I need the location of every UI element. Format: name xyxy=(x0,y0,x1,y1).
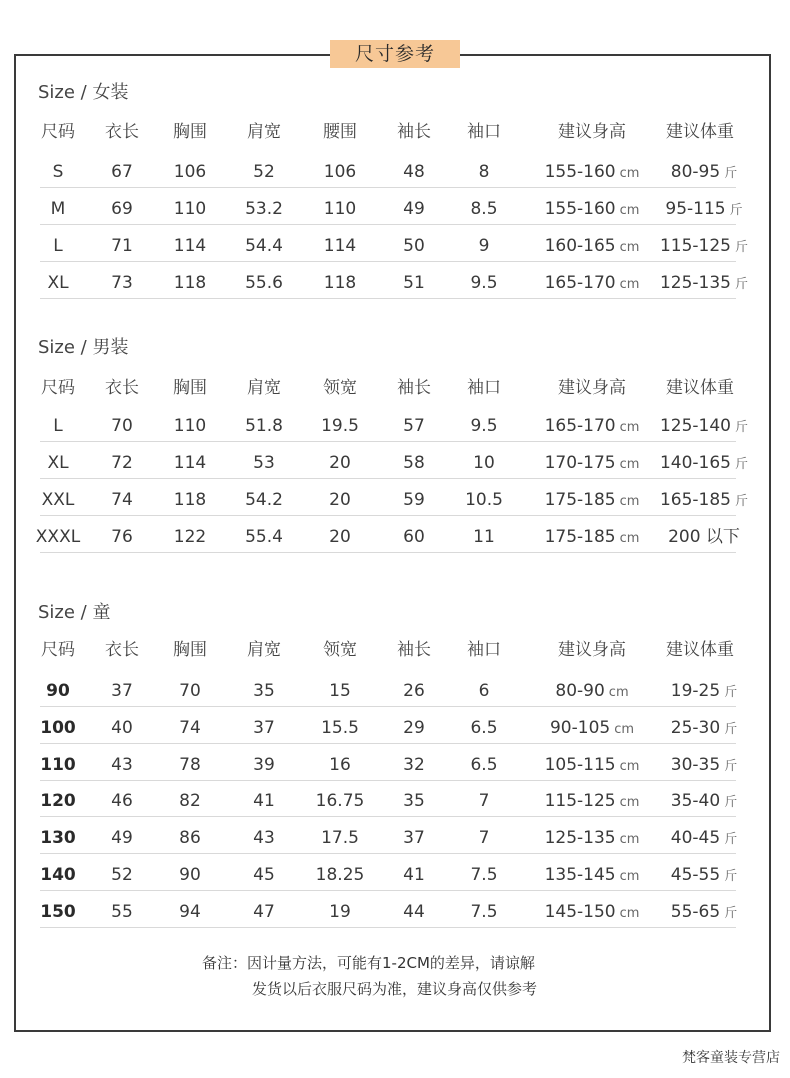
height-unit: cm xyxy=(619,457,640,472)
measure-cell: 43 xyxy=(253,828,275,849)
size-cell: L xyxy=(53,416,63,436)
height-unit: cm xyxy=(619,494,640,509)
height-value: 165-170 xyxy=(544,273,616,293)
measure-cell: 19 xyxy=(329,901,351,922)
measure-cell: 73 xyxy=(111,273,133,293)
height-value: 135-145 xyxy=(544,865,616,885)
height-cell xyxy=(542,484,642,516)
men-section-title: Size / 男装 xyxy=(38,337,129,358)
weight-unit: 斤 xyxy=(724,869,738,884)
weight-unit: 斤 xyxy=(735,240,749,255)
measure-cell: 106 xyxy=(323,162,357,182)
header-cell: 建议体重 xyxy=(666,378,734,398)
measure-cell: 86 xyxy=(179,828,201,849)
height-value: 155-160 xyxy=(544,199,616,219)
weight-value: 165-185 xyxy=(659,490,731,510)
header-cell: 肩宽 xyxy=(247,122,281,142)
measure-cell: 122 xyxy=(173,527,207,547)
measure-cell: 78 xyxy=(179,754,201,775)
weight-unit: 斤 xyxy=(735,277,749,292)
measure-cell: 74 xyxy=(179,717,201,738)
measure-cell: 41 xyxy=(253,791,275,812)
measure-cell: 20 xyxy=(329,453,351,473)
measure-cell: 54.4 xyxy=(245,236,283,256)
header-cell: 胸围 xyxy=(173,640,207,660)
measure-cell: 32 xyxy=(403,754,425,775)
header-cell: 袖口 xyxy=(467,640,501,660)
header-cell: 尺码 xyxy=(41,378,75,398)
measure-cell: 7.5 xyxy=(470,901,498,922)
measure-cell: 49 xyxy=(111,828,133,849)
weight-value: 200 以下 xyxy=(668,527,740,547)
height-value: 160-165 xyxy=(544,236,616,256)
size-cell: L xyxy=(53,236,63,256)
height-cell xyxy=(542,193,642,225)
height-cell xyxy=(542,896,642,928)
measure-cell: 6 xyxy=(478,681,490,701)
weight-value: 19-25 xyxy=(670,681,721,701)
height-value: 80-90 xyxy=(555,681,605,701)
header-cell: 建议身高 xyxy=(558,640,626,660)
height-cell xyxy=(542,749,642,781)
header-cell: 袖长 xyxy=(397,378,431,398)
measure-cell: 55.6 xyxy=(245,273,283,293)
height-value: 175-185 xyxy=(544,490,616,510)
size-cell: 110 xyxy=(40,754,76,775)
measure-cell: 74 xyxy=(111,490,133,510)
measure-cell: 48 xyxy=(403,162,425,182)
store-name: 梵客童装专营店 xyxy=(682,1050,780,1066)
header-cell: 衣长 xyxy=(105,378,139,398)
weight-value: 45-55 xyxy=(670,865,721,885)
measure-cell: 45 xyxy=(253,865,275,885)
size-cell: 120 xyxy=(40,791,76,812)
header-cell: 建议身高 xyxy=(558,378,626,398)
weight-unit: 斤 xyxy=(735,494,749,509)
table-row xyxy=(0,410,790,442)
height-unit: cm xyxy=(619,905,640,921)
weight-value: 125-135 xyxy=(659,273,731,293)
measure-cell: 37 xyxy=(111,681,133,701)
weight-value: 35-40 xyxy=(670,791,721,812)
weight-cell xyxy=(654,267,754,299)
size-cell: XL xyxy=(47,273,69,293)
measure-cell: 7.5 xyxy=(470,865,498,885)
size-cell: XXXL xyxy=(35,527,81,547)
measure-cell: 60 xyxy=(403,527,425,547)
weight-cell xyxy=(654,484,754,516)
header-cell: 衣长 xyxy=(105,640,139,660)
height-cell xyxy=(542,230,642,262)
header-cell: 领宽 xyxy=(323,640,357,660)
height-value: 175-185 xyxy=(544,527,616,547)
measure-cell: 67 xyxy=(111,162,133,182)
weight-value: 95-115 xyxy=(665,199,726,219)
header-cell: 尺码 xyxy=(41,122,75,142)
height-value: 170-175 xyxy=(544,453,616,473)
height-unit: cm xyxy=(614,721,635,737)
header-cell: 腰围 xyxy=(323,122,357,142)
weight-cell xyxy=(654,749,754,781)
measure-cell: 15.5 xyxy=(321,717,359,738)
height-unit: cm xyxy=(619,240,640,255)
weight-value: 140-165 xyxy=(659,453,731,473)
height-unit: cm xyxy=(619,832,640,848)
height-cell xyxy=(542,410,642,442)
size-cell: 90 xyxy=(46,681,70,701)
women-section-title: Size / 女装 xyxy=(38,82,129,103)
table-row xyxy=(0,896,790,928)
weight-unit: 斤 xyxy=(735,457,749,472)
height-cell xyxy=(542,675,642,707)
measure-cell: 90 xyxy=(179,865,201,885)
measure-cell: 118 xyxy=(173,273,207,293)
height-value: 105-115 xyxy=(544,754,616,775)
measure-cell: 118 xyxy=(173,490,207,510)
height-unit: cm xyxy=(619,203,640,218)
measure-cell: 114 xyxy=(173,236,207,256)
measure-cell: 82 xyxy=(179,791,201,812)
table-row xyxy=(0,712,790,744)
measure-cell: 52 xyxy=(111,865,133,885)
header-cell: 衣长 xyxy=(105,122,139,142)
measure-cell: 57 xyxy=(403,416,425,436)
measure-cell: 72 xyxy=(111,453,133,473)
measure-cell: 55.4 xyxy=(245,527,283,547)
header-cell: 袖口 xyxy=(467,378,501,398)
measure-cell: 76 xyxy=(111,527,133,547)
table-row xyxy=(0,785,790,817)
measure-cell: 11 xyxy=(473,527,495,547)
weight-unit: 斤 xyxy=(724,758,738,774)
measure-cell: 69 xyxy=(111,199,133,219)
measure-cell: 17.5 xyxy=(321,828,359,849)
weight-cell xyxy=(654,712,754,744)
header-cell: 建议体重 xyxy=(666,640,734,660)
measure-cell: 94 xyxy=(179,901,201,922)
measure-cell: 9.5 xyxy=(470,416,498,436)
weight-cell xyxy=(654,675,754,707)
measure-cell: 110 xyxy=(323,199,357,219)
height-value: 165-170 xyxy=(544,416,616,436)
height-cell xyxy=(542,521,642,553)
measure-cell: 70 xyxy=(179,681,201,701)
weight-value: 25-30 xyxy=(670,717,721,738)
measure-cell: 26 xyxy=(403,681,425,701)
weight-cell xyxy=(654,822,754,854)
measure-cell: 53.2 xyxy=(245,199,283,219)
measure-cell: 15 xyxy=(329,681,351,701)
height-cell xyxy=(542,712,642,744)
weight-cell xyxy=(654,410,754,442)
header-cell: 胸围 xyxy=(173,122,207,142)
measure-cell: 50 xyxy=(403,236,425,256)
measure-cell: 54.2 xyxy=(245,490,283,510)
table-row xyxy=(0,822,790,854)
measure-cell: 51.8 xyxy=(245,416,283,436)
measure-cell: 9 xyxy=(478,236,490,256)
measure-cell: 46 xyxy=(111,791,133,812)
weight-cell xyxy=(654,521,754,553)
chart-title: 尺寸参考 xyxy=(330,40,460,68)
measure-cell: 35 xyxy=(403,791,425,812)
height-cell xyxy=(542,156,642,188)
weight-value: 30-35 xyxy=(670,754,721,775)
table-row xyxy=(0,749,790,781)
weight-unit: 斤 xyxy=(729,203,743,218)
table-row xyxy=(0,859,790,891)
measure-cell: 58 xyxy=(403,453,425,473)
weight-unit: 斤 xyxy=(724,832,738,848)
note-line-2: 发货以后衣服尺码为准，建议身高仅供参考 xyxy=(252,980,538,998)
header-cell: 建议身高 xyxy=(558,122,626,142)
measure-cell: 70 xyxy=(111,416,133,436)
kids-section-title: Size / 童 xyxy=(38,602,111,623)
height-unit: cm xyxy=(619,869,640,884)
size-cell: XXL xyxy=(41,490,75,510)
header-cell: 胸围 xyxy=(173,378,207,398)
measure-cell: 47 xyxy=(253,901,275,922)
weight-cell xyxy=(654,859,754,891)
measure-cell: 10 xyxy=(473,453,495,473)
measure-cell: 49 xyxy=(403,199,425,219)
measure-cell: 44 xyxy=(403,901,425,922)
measure-cell: 51 xyxy=(403,273,425,293)
measure-cell: 7 xyxy=(478,828,490,849)
table-row xyxy=(0,521,790,553)
measure-cell: 53 xyxy=(253,453,275,473)
header-cell: 袖长 xyxy=(397,122,431,142)
weight-unit: 斤 xyxy=(735,420,749,435)
height-value: 125-135 xyxy=(544,828,616,849)
header-cell: 肩宽 xyxy=(247,378,281,398)
measure-cell: 20 xyxy=(329,490,351,510)
height-value: 145-150 xyxy=(544,901,616,922)
height-unit: cm xyxy=(619,795,640,811)
header-cell: 领宽 xyxy=(323,378,357,398)
measure-cell: 40 xyxy=(111,717,133,738)
women-header-row xyxy=(0,116,790,148)
weight-cell xyxy=(654,193,754,225)
measure-cell: 110 xyxy=(173,416,207,436)
height-unit: cm xyxy=(608,685,629,700)
measure-cell: 41 xyxy=(403,865,425,885)
weight-unit: 斤 xyxy=(724,795,738,811)
note-line-1: 备注：因计量方法，可能有1-2CM的差异，请谅解 xyxy=(202,954,535,972)
measure-cell: 106 xyxy=(173,162,207,182)
height-value: 155-160 xyxy=(544,162,616,182)
table-row xyxy=(0,156,790,188)
weight-unit: 斤 xyxy=(724,166,738,181)
weight-cell xyxy=(654,230,754,262)
weight-unit: 斤 xyxy=(724,721,738,737)
table-row xyxy=(0,230,790,262)
weight-cell xyxy=(654,785,754,817)
size-cell: M xyxy=(50,199,66,219)
header-cell: 建议体重 xyxy=(666,122,734,142)
height-value: 115-125 xyxy=(544,791,616,812)
measure-cell: 8.5 xyxy=(470,199,498,219)
header-cell: 袖长 xyxy=(397,640,431,660)
measure-cell: 9.5 xyxy=(470,273,498,293)
table-row xyxy=(0,484,790,516)
measure-cell: 6.5 xyxy=(470,754,498,775)
header-cell: 袖口 xyxy=(467,122,501,142)
table-row xyxy=(0,267,790,299)
kids-header-row xyxy=(0,634,790,666)
table-row xyxy=(0,447,790,479)
size-cell: XL xyxy=(47,453,69,473)
measure-cell: 55 xyxy=(111,901,133,922)
measure-cell: 71 xyxy=(111,236,133,256)
measure-cell: 43 xyxy=(111,754,133,775)
height-unit: cm xyxy=(619,420,640,435)
measure-cell: 59 xyxy=(403,490,425,510)
height-unit: cm xyxy=(619,277,640,292)
weight-value: 115-125 xyxy=(659,236,731,256)
measure-cell: 8 xyxy=(478,162,490,182)
table-row xyxy=(0,193,790,225)
size-cell: 140 xyxy=(40,865,76,885)
size-cell: 150 xyxy=(40,901,76,922)
measure-cell: 7 xyxy=(478,791,490,812)
weight-cell xyxy=(654,896,754,928)
measure-cell: 52 xyxy=(253,162,275,182)
measure-cell: 10.5 xyxy=(465,490,503,510)
weight-cell xyxy=(654,156,754,188)
height-value: 90-105 xyxy=(549,717,611,738)
measure-cell: 20 xyxy=(329,527,351,547)
men-header-row xyxy=(0,372,790,404)
measure-cell: 16 xyxy=(329,754,351,775)
measure-cell: 114 xyxy=(323,236,357,256)
weight-value: 125-140 xyxy=(659,416,731,436)
measure-cell: 37 xyxy=(403,828,425,849)
measure-cell: 110 xyxy=(173,199,207,219)
height-unit: cm xyxy=(619,531,640,546)
height-unit: cm xyxy=(619,758,640,774)
measure-cell: 29 xyxy=(403,717,425,738)
measure-cell: 39 xyxy=(253,754,275,775)
weight-value: 80-95 xyxy=(670,162,721,182)
weight-unit: 斤 xyxy=(724,905,738,921)
height-unit: cm xyxy=(619,166,640,181)
weight-unit: 斤 xyxy=(724,685,738,700)
height-cell xyxy=(542,447,642,479)
measure-cell: 35 xyxy=(253,681,275,701)
measure-cell: 16.75 xyxy=(315,791,365,812)
measure-cell: 6.5 xyxy=(470,717,498,738)
header-cell: 尺码 xyxy=(41,640,75,660)
height-cell xyxy=(542,785,642,817)
weight-cell xyxy=(654,447,754,479)
weight-value: 55-65 xyxy=(670,901,721,922)
measure-cell: 18.25 xyxy=(315,865,365,885)
size-cell: 130 xyxy=(40,828,76,849)
height-cell xyxy=(542,267,642,299)
measure-cell: 118 xyxy=(323,273,357,293)
table-row xyxy=(0,675,790,707)
weight-value: 40-45 xyxy=(670,828,721,849)
measure-cell: 19.5 xyxy=(321,416,359,436)
measure-cell: 37 xyxy=(253,717,275,738)
height-cell xyxy=(542,859,642,891)
size-cell: 100 xyxy=(40,717,76,738)
height-cell xyxy=(542,822,642,854)
measure-cell: 114 xyxy=(173,453,207,473)
header-cell: 肩宽 xyxy=(247,640,281,660)
size-cell: S xyxy=(52,162,64,182)
